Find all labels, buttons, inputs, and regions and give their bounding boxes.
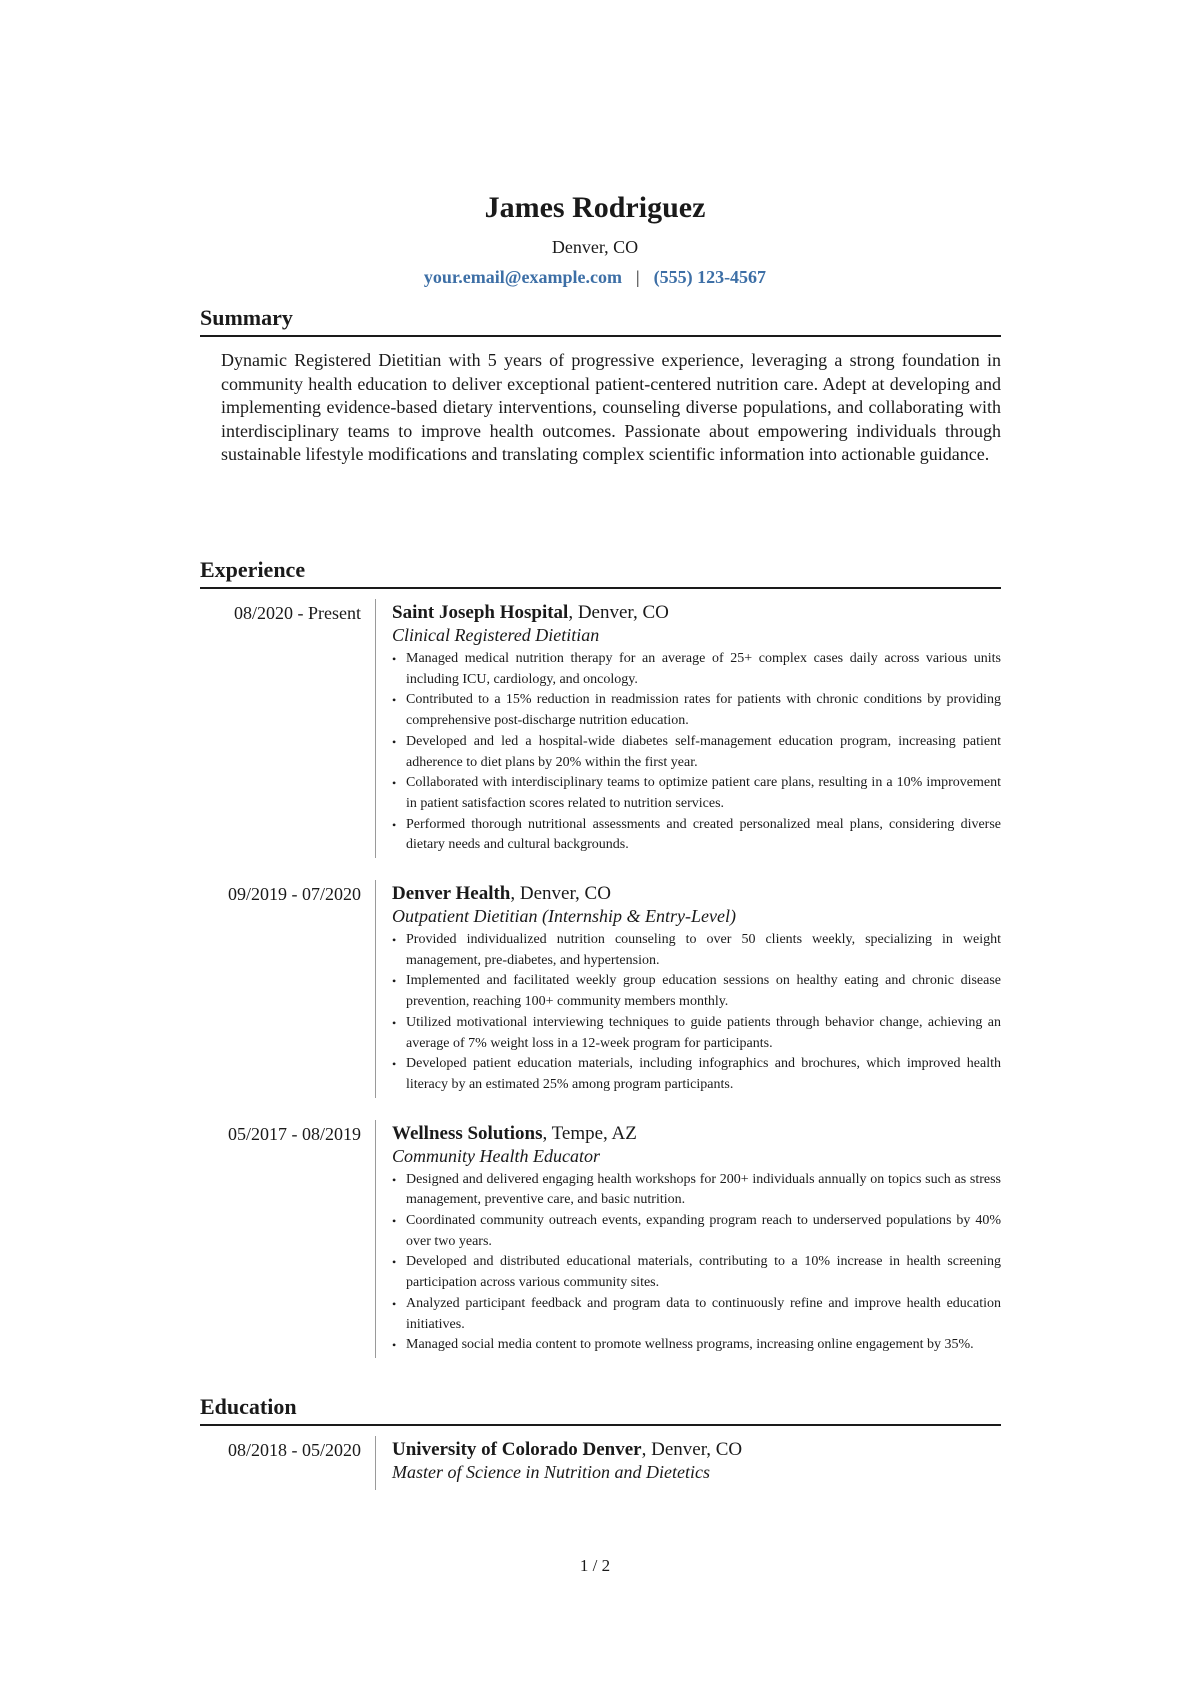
entry-org: University of Colorado Denver [392, 1439, 642, 1460]
candidate-name: James Rodriguez [484, 191, 706, 224]
bullet-item: • Designed and delivered engaging health workshops for 200+ individuals annually on topics such as stress management, preventive care, and basic nutrition. [392, 1170, 1001, 1211]
entry-degree: Master of Science in Nutrition and Dietetics [392, 1462, 710, 1482]
experience-section [200, 556, 1001, 1358]
bullet-item: • Developed and distributed educational materials, contributing to a 10% increase in health screening participation across various community sites. [392, 1252, 1001, 1293]
entry-org-line [392, 882, 1001, 905]
bullet-item: • Utilized motivational interviewing techniques to guide patients through behavior change, achieving an average of 7% weight loss in a 12-week program for participants. [392, 1013, 1001, 1054]
bullet-item: • Analyzed participant feedback and program data to continuously refine and improve health education initiatives. [392, 1294, 1001, 1335]
education-entry [200, 1436, 1001, 1490]
entry-body [375, 1436, 1001, 1490]
resume-header [0, 190, 1190, 288]
summary-text: Dynamic Registered Dietitian with 5 years of progressive experience, leveraging a strong foundation in community health education to deliver exceptional patient-centered nutrition care. Adept at developing and implementing evidence-based dietary interventions, counseling diverse populations, and collaborating with interdisciplinary teams to improve health outcomes. Passionate about empowering individuals through sustainable lifestyle modifications and translating complex scientific information into actionable guidance. [221, 350, 1001, 464]
entry-location: , Tempe, AZ [542, 1122, 637, 1144]
entry-body [375, 1120, 1001, 1358]
bullet-item: • Managed medical nutrition therapy for an average of 25+ complex cases daily across various units including ICU, cardiology, and oncology. [392, 649, 1001, 690]
section-title-education: Education [200, 1393, 1001, 1426]
entry-role: Outpatient Dietitian (Internship & Entry-Level) [392, 906, 736, 927]
bullet-item: • Performed thorough nutritional assessments and created personalized meal plans, considering diverse dietary needs and cultural backgrounds. [392, 815, 1001, 856]
bullet-item: • Developed and led a hospital-wide diabetes self-management education program, increasing patient adherence to diet plans by 20% within the first year. [392, 732, 1001, 773]
email-link[interactable]: your.email@example.com [423, 267, 622, 287]
entry-org: Saint Joseph Hospital [392, 602, 569, 623]
entry-dates: 08/2020 - Present [234, 603, 361, 623]
education-section [200, 1393, 1001, 1490]
entry-bullets [392, 649, 1001, 856]
entry-body [375, 599, 1001, 858]
entry-org-line [392, 1122, 1001, 1145]
contact-line [0, 266, 1190, 288]
entry-dates: 09/2019 - 07/2020 [228, 884, 361, 905]
contact-separator: | [635, 267, 640, 287]
bullet-item: • Provided individualized nutrition counseling to over 50 clients weekly, specializing in weight management, pre-diabetes, and hypertension. [392, 930, 1001, 971]
section-title-summary: Summary [200, 304, 1001, 337]
bullet-item: • Collaborated with interdisciplinary teams to optimize patient care plans, resulting in a 10% improvement in patient satisfaction scores related to nutrition services. [392, 773, 1001, 814]
bullet-item: • Implemented and facilitated weekly group education sessions on healthy eating and chronic disease prevention, reaching 100+ community members monthly. [392, 971, 1001, 1012]
entry-location: , Denver, CO [510, 883, 611, 905]
entry-org: Wellness Solutions [392, 1122, 543, 1144]
candidate-location: Denver, CO [551, 237, 639, 257]
bullet-item: • Coordinated community outreach events, expanding program reach to underserved populations by 40% over two years. [392, 1211, 1001, 1252]
entry-location: , Denver, CO [641, 1439, 743, 1460]
page-number: 1 / 2 [579, 1556, 611, 1575]
entry-location: , Denver, CO [568, 602, 669, 623]
bullet-item: • Contributed to a 15% reduction in readmission rates for patients with chronic conditions by providing comprehensive post-discharge nutrition education. [392, 690, 1001, 731]
entry-role: Clinical Registered Dietitian [392, 625, 600, 645]
bullet-item: • Developed patient education materials, including infographics and brochures, which improved health literacy by an estimated 25% among program participants. [392, 1054, 1001, 1095]
phone-link[interactable]: (555) 123-4567 [653, 267, 767, 287]
entry-bullets [392, 1170, 1001, 1356]
entry-org: Denver Health [392, 883, 511, 905]
entry-dates: 08/2018 - 05/2020 [228, 1440, 361, 1460]
summary-section [200, 304, 1001, 467]
experience-entry [200, 599, 1001, 858]
experience-entry [200, 880, 1001, 1098]
entry-bullets [392, 930, 1001, 1096]
entry-org-line [392, 1438, 1001, 1461]
entry-org-line [392, 601, 1001, 624]
bullet-item: • Managed social media content to promote wellness programs, increasing online engagement by 35%. [392, 1335, 1001, 1356]
entry-dates: 05/2017 - 08/2019 [228, 1123, 361, 1144]
entry-role: Community Health Educator [392, 1145, 600, 1166]
entry-body [375, 880, 1001, 1098]
section-title-experience: Experience [200, 556, 1001, 589]
experience-entry [200, 1120, 1001, 1358]
